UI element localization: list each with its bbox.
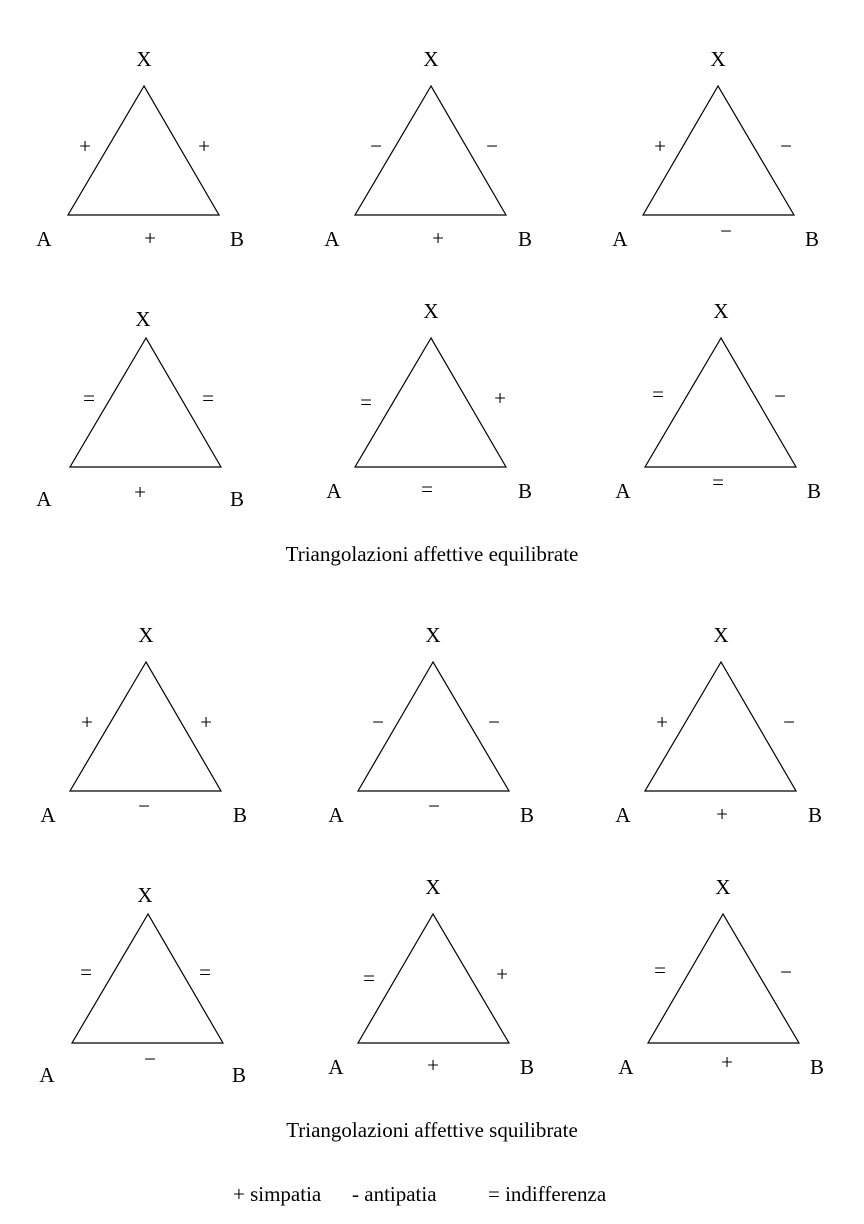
vertex-x-label: X — [138, 623, 154, 647]
vertex-b-label: B — [809, 1055, 825, 1079]
vertex-x-label: X — [136, 47, 152, 71]
sign-bx: + — [496, 962, 508, 986]
balanced-triangle-4 — [36, 307, 244, 511]
unbalanced-triangle-1 — [40, 623, 247, 827]
sign-ab: − — [428, 794, 440, 818]
sign-ax: − — [370, 134, 382, 158]
unbalanced-triangle-6 — [618, 875, 824, 1079]
unbalanced-triangle-3 — [615, 623, 822, 827]
vertex-b-label: B — [517, 227, 533, 251]
sign-ax: + — [656, 710, 668, 734]
vertex-x-label: X — [715, 875, 731, 899]
sign-bx: + — [494, 386, 506, 410]
sign-ax: = — [654, 958, 666, 982]
balanced-triangle-1 — [36, 47, 244, 251]
sign-ab: + — [432, 226, 444, 250]
sign-ax: = — [652, 382, 664, 406]
sign-ax: = — [363, 966, 375, 990]
sign-bx: + — [200, 710, 212, 734]
caption-unbalanced: Triangolazioni affettive squilibrate — [286, 1118, 578, 1142]
sign-ab: = — [712, 470, 724, 494]
unbalanced-triangle-5 — [328, 875, 534, 1079]
vertex-a-label: A — [324, 227, 340, 251]
sign-bx: − — [780, 134, 792, 158]
vertex-b-label: B — [519, 1055, 535, 1079]
vertex-x-label: X — [713, 623, 729, 647]
sign-ax: = — [360, 390, 372, 414]
sign-ax: = — [80, 960, 92, 984]
sign-bx: − — [780, 960, 792, 984]
sign-ax: − — [372, 710, 384, 734]
vertex-b-label: B — [231, 1063, 247, 1087]
triangle-shape — [358, 914, 509, 1043]
vertex-a-label: A — [36, 487, 52, 511]
vertex-a-label: A — [612, 227, 628, 251]
vertex-x-label: X — [713, 299, 729, 323]
vertex-a-label: A — [615, 803, 631, 827]
vertex-b-label: B — [806, 479, 822, 503]
triangle-shape — [355, 338, 506, 467]
sign-bx: + — [198, 134, 210, 158]
vertex-x-label: X — [135, 307, 151, 331]
vertex-b-label: B — [804, 227, 820, 251]
vertex-a-label: A — [40, 803, 56, 827]
balanced-triangle-5 — [326, 299, 532, 503]
vertex-b-label: B — [232, 803, 248, 827]
vertex-x-label: X — [423, 299, 439, 323]
vertex-x-label: X — [710, 47, 726, 71]
vertex-b-label: B — [807, 803, 823, 827]
sign-bx: − — [774, 384, 786, 408]
sign-ab: + — [721, 1050, 733, 1074]
sign-bx: = — [199, 960, 211, 984]
sign-ab: + — [134, 480, 146, 504]
vertex-a-label: A — [39, 1063, 55, 1087]
triangles-layer — [36, 47, 824, 1087]
legend-indifferenza: = indifferenza — [488, 1182, 607, 1206]
vertex-a-label: A — [615, 479, 631, 503]
sign-bx: − — [783, 710, 795, 734]
balanced-triangle-3 — [612, 47, 819, 251]
vertex-b-label: B — [229, 487, 245, 511]
vertex-b-label: B — [229, 227, 245, 251]
sign-ab: − — [144, 1047, 156, 1071]
balanced-triangle-2 — [324, 47, 532, 251]
unbalanced-triangle-2 — [328, 623, 534, 827]
sign-ab: − — [720, 219, 732, 243]
legend-simpatia: + simpatia — [233, 1182, 322, 1206]
vertex-x-label: X — [137, 883, 153, 907]
sign-ax: + — [654, 134, 666, 158]
sign-bx: = — [202, 386, 214, 410]
sign-bx: − — [488, 710, 500, 734]
vertex-b-label: B — [519, 803, 535, 827]
vertex-x-label: X — [423, 47, 439, 71]
triangle-shape — [648, 914, 799, 1043]
sign-ab: + — [716, 802, 728, 826]
sign-bx: − — [486, 134, 498, 158]
vertex-a-label: A — [328, 803, 344, 827]
unbalanced-triangle-4 — [39, 883, 246, 1087]
vertex-a-label: A — [328, 1055, 344, 1079]
sign-ax: + — [81, 710, 93, 734]
vertex-a-label: A — [36, 227, 52, 251]
sign-ab: − — [138, 794, 150, 818]
sign-ax: = — [83, 386, 95, 410]
vertex-a-label: A — [618, 1055, 634, 1079]
vertex-x-label: X — [425, 623, 441, 647]
vertex-b-label: B — [517, 479, 533, 503]
sign-ab: + — [427, 1053, 439, 1077]
vertex-a-label: A — [326, 479, 342, 503]
sign-ax: + — [79, 134, 91, 158]
caption-balanced: Triangolazioni affettive equilibrate — [285, 542, 579, 566]
vertex-x-label: X — [425, 875, 441, 899]
sign-ab: + — [144, 226, 156, 250]
balanced-triangle-6 — [615, 299, 821, 503]
sign-ab: = — [421, 477, 433, 501]
legend-antipatia: - antipatia — [352, 1182, 437, 1206]
